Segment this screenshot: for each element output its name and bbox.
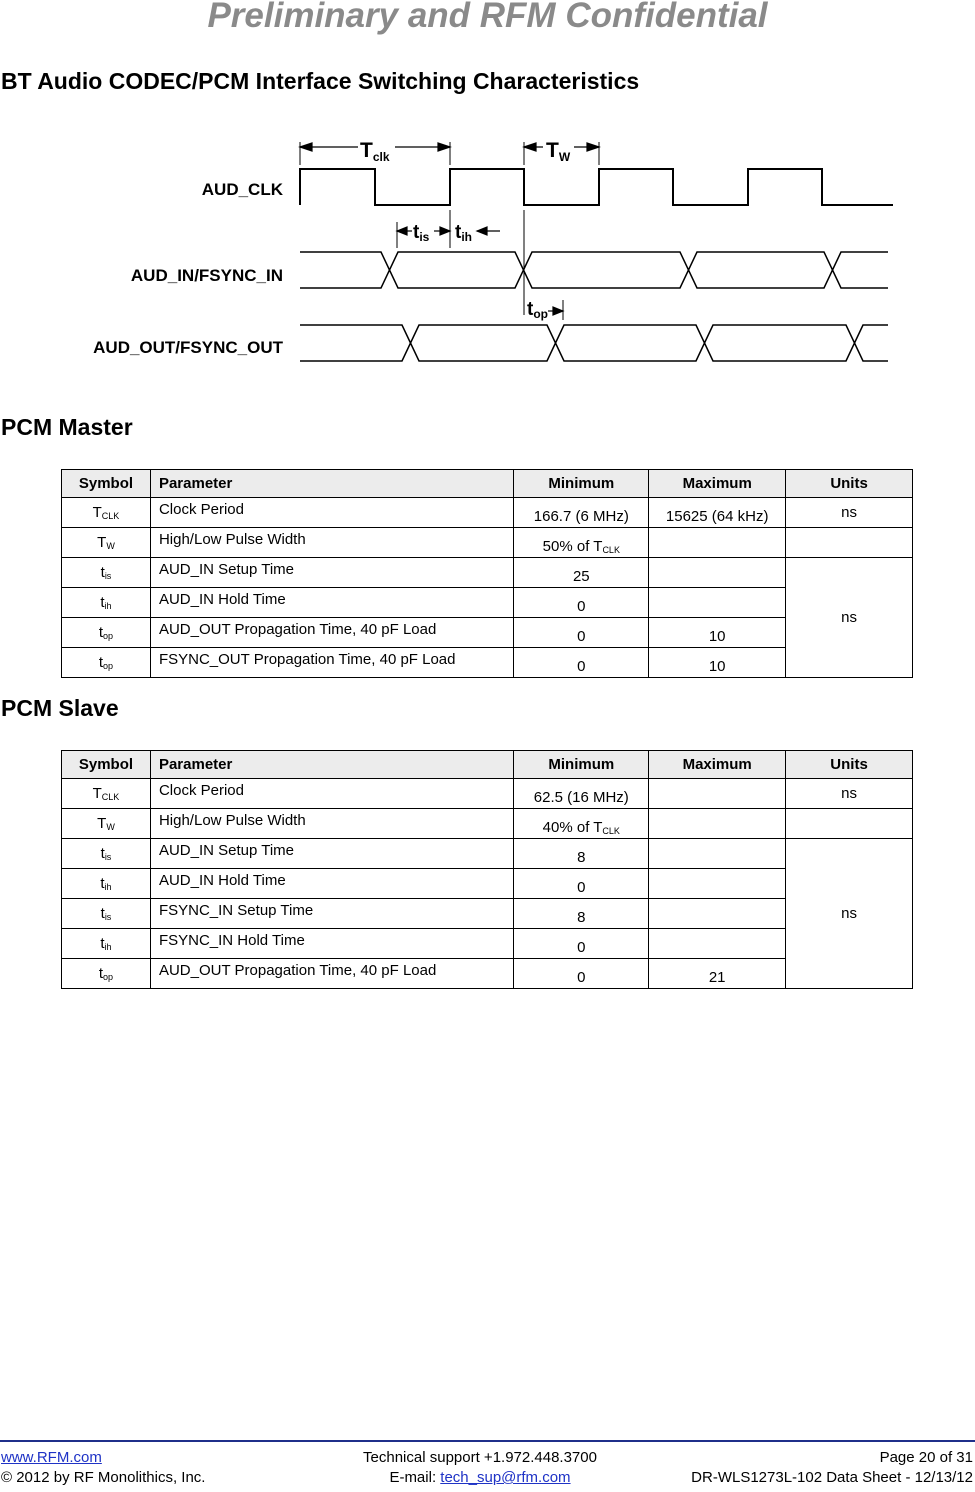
aud-in-waveform: [300, 252, 888, 288]
symbol: T: [97, 534, 107, 551]
col-maximum: Maximum: [649, 751, 786, 779]
parameter: FSYNC_OUT Propagation Time, 40 pF Load: [150, 648, 513, 678]
parameter: AUD_IN Hold Time: [150, 869, 513, 899]
minimum: 0: [514, 959, 649, 989]
pcm-master-heading: PCM Master: [1, 414, 133, 440]
parameter: AUD_IN Setup Time: [150, 558, 513, 588]
document-id: DR-WLS1273L-102 Data Sheet - 12/13/12: [691, 1469, 973, 1486]
tw-sub: W: [558, 150, 571, 164]
svg-text:TW: [546, 139, 571, 164]
parameter: Clock Period: [150, 498, 513, 528]
maximum: [649, 528, 786, 558]
page-number: Page 20 of 31: [879, 1449, 973, 1466]
table-row: $t_{is}$ FSYNC_IN Setup Time 8: [62, 899, 913, 929]
symbol: t: [98, 654, 104, 671]
top-sub: op: [533, 307, 548, 321]
symbol: t: [98, 965, 104, 982]
svg-text:tis: [413, 222, 430, 244]
maximum: 10: [649, 648, 786, 678]
parameter: AUD_OUT Propagation Time, 40 pF Load: [150, 959, 513, 989]
minimum: 0: [514, 869, 649, 899]
minimum: 0: [514, 618, 649, 648]
tw-label: T: [546, 139, 559, 162]
table-row: $t_{op}$ AUD_OUT Propagation Time, 40 pF Load 0 21: [62, 959, 913, 989]
parameter: AUD_IN Setup Time: [150, 839, 513, 869]
tih-label: t: [455, 222, 462, 243]
copyright: © 2012 by RF Monolithics, Inc.: [1, 1469, 206, 1486]
pcm-slave-table: [61, 750, 913, 989]
col-maximum: Maximum: [649, 470, 786, 498]
units: [786, 809, 913, 839]
svg-text:tih: [455, 222, 472, 244]
parameter: Clock Period: [150, 779, 513, 809]
minimum: 25: [514, 558, 649, 588]
units-merged: ns: [786, 839, 913, 989]
table-header-row: [62, 751, 913, 779]
parameter: AUD_IN Hold Time: [150, 588, 513, 618]
maximum: 21: [649, 959, 786, 989]
table-row: $T_W$ High/Low Pulse Width 50% of $T_{CLK}$: [62, 528, 913, 558]
minimum: 8: [514, 899, 649, 929]
maximum: [649, 899, 786, 929]
minimum: 40% of $T_{CLK}$: [514, 809, 649, 839]
symbol: T: [97, 815, 107, 832]
symbol: t: [98, 624, 104, 641]
units: ns: [786, 498, 913, 528]
minimum: 0: [514, 588, 649, 618]
minimum: 0: [514, 648, 649, 678]
table-row: $t_{is}$ AUD_IN Setup Time 25 ns: [62, 558, 913, 588]
maximum: [649, 809, 786, 839]
minimum: 8: [514, 839, 649, 869]
footer-divider: [0, 1440, 975, 1442]
symbol: t: [100, 845, 105, 862]
table-row: $t_{ih}$ AUD_IN Hold Time 0: [62, 588, 913, 618]
tih-sub: ih: [461, 230, 472, 244]
parameter: AUD_OUT Propagation Time, 40 pF Load: [150, 618, 513, 648]
table-row: $T_{CLK}$ Clock Period 166.7 (6 MHz) 15625 (64 kHz) ns: [62, 498, 913, 528]
units-merged: ns: [786, 558, 913, 678]
col-minimum: Minimum: [514, 751, 649, 779]
maximum: [649, 839, 786, 869]
col-symbol: Symbol: [62, 470, 151, 498]
tis-label: t: [413, 222, 420, 243]
units: ns: [786, 779, 913, 809]
confidential-banner: Preliminary and RFM Confidential: [207, 0, 768, 35]
col-minimum: Minimum: [514, 470, 649, 498]
col-units: Units: [786, 470, 913, 498]
top-label: t: [527, 299, 534, 320]
aud-clk-waveform: [300, 169, 893, 205]
symbol: T: [92, 785, 102, 802]
table-header-row: [62, 470, 913, 498]
symbol: T: [92, 504, 102, 521]
col-parameter: Parameter: [150, 751, 513, 779]
maximum: [649, 558, 786, 588]
minimum: 50% of $T_{CLK}$: [514, 528, 649, 558]
maximum: [649, 869, 786, 899]
signal-label-aud-out: AUD_OUT/FSYNC_OUT: [93, 338, 283, 357]
table-row: $t_{op}$ AUD_OUT Propagation Time, 40 pF Load 0 10: [62, 618, 913, 648]
svg-text:top: [527, 299, 548, 321]
parameter: FSYNC_IN Hold Time: [150, 929, 513, 959]
col-symbol: Symbol: [62, 751, 151, 779]
minimum: 62.5 (16 MHz): [514, 779, 649, 809]
units: [786, 528, 913, 558]
symbol: t: [100, 935, 105, 952]
maximum: 15625 (64 kHz): [649, 498, 786, 528]
pcm-master-table: [61, 469, 913, 678]
col-units: Units: [786, 751, 913, 779]
parameter: FSYNC_IN Setup Time: [150, 899, 513, 929]
signal-label-aud-in: AUD_IN/FSYNC_IN: [130, 266, 283, 285]
table-row: $t_{op}$ FSYNC_OUT Propagation Time, 40 pF Load 0 10: [62, 648, 913, 678]
maximum: [649, 779, 786, 809]
symbol: t: [100, 875, 105, 892]
minimum: 0: [514, 929, 649, 959]
pcm-slave-heading: PCM Slave: [1, 695, 119, 721]
svg-text:Tclk: [360, 139, 390, 164]
symbol: t: [100, 905, 105, 922]
parameter: High/Low Pulse Width: [150, 528, 513, 558]
support-phone: Technical support +1.972.448.3700: [363, 1449, 597, 1466]
aud-out-waveform: [300, 325, 888, 361]
table-row: $T_{CLK}$ Clock Period 62.5 (16 MHz) ns: [62, 779, 913, 809]
symbol: t: [100, 564, 105, 581]
support-email-line: E-mail: tech_sup@rfm.com: [389, 1469, 571, 1486]
email-link[interactable]: tech_sup@rfm.com: [440, 1469, 571, 1486]
signal-label-aud-clk: AUD_CLK: [201, 180, 283, 199]
maximum: [649, 588, 786, 618]
tis-sub: is: [419, 230, 430, 244]
table-row: $T_W$ High/Low Pulse Width 40% of $T_{CLK}$: [62, 809, 913, 839]
maximum: [649, 929, 786, 959]
table-row: $t_{is}$ AUD_IN Setup Time 8 ns: [62, 839, 913, 869]
minimum: 166.7 (6 MHz): [514, 498, 649, 528]
website-link[interactable]: www.RFM.com: [1, 1449, 102, 1466]
tclk-sub: clk: [372, 150, 390, 164]
table-row: $t_{ih}$ AUD_IN Hold Time 0: [62, 869, 913, 899]
symbol: t: [100, 594, 105, 611]
timing-diagram: [0, 120, 975, 365]
tclk-label: T: [360, 139, 373, 162]
table-row: $t_{ih}$ FSYNC_IN Hold Time 0: [62, 929, 913, 959]
maximum: 10: [649, 618, 786, 648]
page-title: BT Audio CODEC/PCM Interface Switching Characteristics: [1, 68, 640, 94]
col-parameter: Parameter: [150, 470, 513, 498]
parameter: High/Low Pulse Width: [150, 809, 513, 839]
